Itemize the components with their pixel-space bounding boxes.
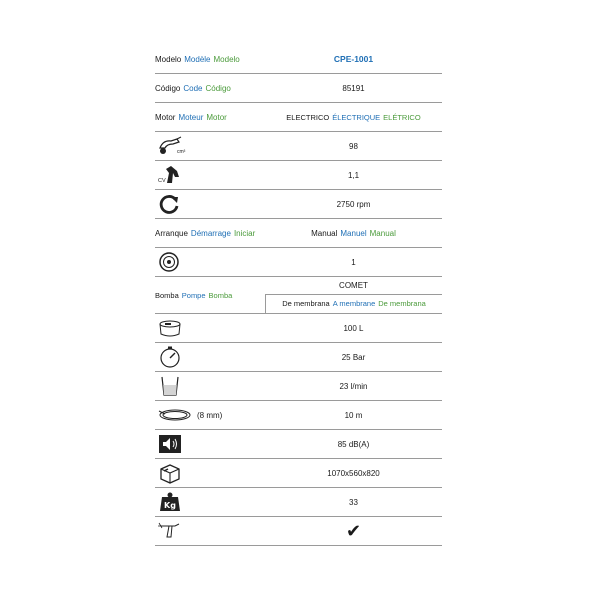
box-dimensions-icon <box>157 461 183 485</box>
hose-length-value: 10 m <box>344 410 363 420</box>
cm3-unit: cm³ <box>177 149 186 155</box>
hose-icon <box>157 403 193 427</box>
row-codigo <box>155 74 442 103</box>
row-pistones <box>155 248 442 277</box>
start-value: Manual Manuel Manual <box>311 228 396 238</box>
sound-level-icon <box>157 432 183 456</box>
label-codigo: Código Code Código <box>155 83 231 93</box>
pump-type: De membrana A membrane De membrana <box>265 294 442 313</box>
label-modelo: Modelo Modèle Modelo <box>155 54 240 64</box>
row-arranque <box>155 219 442 248</box>
pump-brand: COMET <box>339 281 368 290</box>
noise-value: 85 dB(A) <box>337 439 370 449</box>
pistons-value: 1 <box>351 257 356 267</box>
row-dimensiones <box>155 459 442 488</box>
spec-table <box>155 45 442 546</box>
pressure-value: 25 Bar <box>341 352 366 362</box>
rpm-value: 2750 rpm <box>336 199 371 209</box>
row-deposito <box>155 314 442 343</box>
row-manguera <box>155 401 442 430</box>
included-check: ✔ <box>345 520 362 541</box>
pressure-gauge-icon <box>157 345 183 369</box>
rotation-icon <box>157 192 183 216</box>
cv-unit: CV <box>158 178 166 184</box>
label-motor: Motor Moteur Motor <box>155 112 227 122</box>
row-caudal <box>155 372 442 401</box>
hose-diameter: (8 mm) <box>197 410 223 420</box>
weight-value: 33 <box>349 497 358 507</box>
row-lanza <box>155 517 442 546</box>
tank-value: 100 L <box>343 323 364 333</box>
displacement-value: 98 <box>349 141 358 151</box>
dimensions-value: 1070x560x820 <box>327 468 380 478</box>
pump-piston-icon <box>157 250 183 274</box>
row-modelo <box>155 45 442 74</box>
flow-beaker-icon <box>157 374 183 398</box>
row-potencia <box>155 161 442 190</box>
label-bomba: Bomba Pompe Bomba <box>155 290 233 300</box>
motor-value: ELECTRICO ÉLECTRIQUE ELÉTRICO <box>286 112 421 122</box>
tank-icon <box>157 316 183 340</box>
row-ruido <box>155 430 442 459</box>
flow-value: 23 l/min <box>339 381 368 391</box>
label-arranque: Arranque Démarrage Iniciar <box>155 228 256 238</box>
row-bomba <box>155 277 442 314</box>
code-value: 85191 <box>342 83 365 93</box>
weight-icon <box>157 490 183 514</box>
row-peso <box>155 488 442 517</box>
row-presion <box>155 343 442 372</box>
row-cilindrada <box>155 132 442 161</box>
svg-text:Kg: Kg <box>164 501 176 510</box>
spray-gun-icon <box>157 519 183 543</box>
row-rpm <box>155 190 442 219</box>
model-value: CPE-1001 <box>333 54 374 64</box>
power-value: 1,1 <box>347 170 360 180</box>
row-motor <box>155 103 442 132</box>
